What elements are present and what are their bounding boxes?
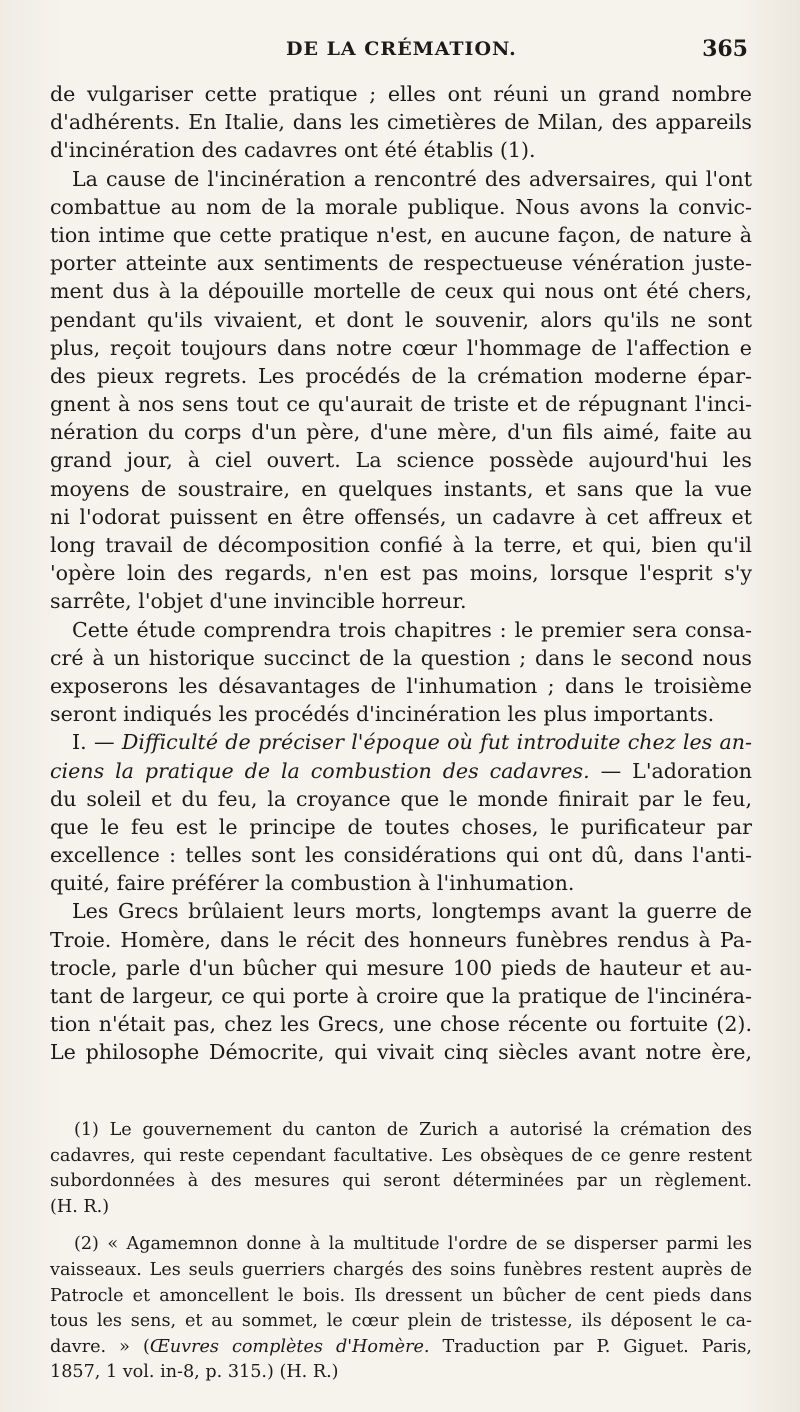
text-line: seront indiqués les procédés d'incinération les plus importants. xyxy=(50,702,715,727)
text-line: porter atteinte aux sentiments de respectueuse vénération juste- xyxy=(50,251,752,276)
main-text xyxy=(50,80,752,1067)
page-number: 365 xyxy=(702,36,748,62)
footnote-line: 1857, 1 vol. in-8, p. 315.) (H. R.) xyxy=(50,1362,339,1383)
text-line: moyens de soustraire, en quelques instants, et sans que la vue xyxy=(50,476,752,501)
footnote-line: tous les sens, et au sommet, le cœur plein de tristesse, ils déposent le ca- xyxy=(50,1311,752,1332)
text-line: Le philosophe Démocrite, qui vivait cinq siècles avant notre ère, xyxy=(50,1040,752,1065)
footnotes xyxy=(50,1118,752,1386)
footnote-line: cadavres, qui reste cependant facultative. Les obsèques de ce genre restent xyxy=(50,1145,752,1166)
text-line: que le feu est le principe de toutes choses, le purificateur par xyxy=(50,814,752,839)
text-line: trocle, parle d'un bûcher qui mesure 100 pieds de hauteur et au- xyxy=(50,955,752,980)
footnote-text: Traduction par P. Giguet. Paris, xyxy=(429,1336,752,1357)
text-line: nération du corps d'un père, d'une mère, d'un fils aimé, faite au xyxy=(50,420,752,445)
footnote-line: vaisseaux. Les seuls guerriers chargés des soins funèbres restent auprès de xyxy=(50,1259,752,1280)
text-line: grand jour, à ciel ouvert. La science possède aujourd'hui les xyxy=(50,448,752,473)
text-line: long travail de décomposition confié à la terre, et qui, bien qu'il xyxy=(50,533,752,557)
text-line: 'opère loin des regards, n'en est pas moins, lorsque l'esprit s'y xyxy=(50,561,752,586)
section-heading-line xyxy=(50,757,752,785)
footnote-line: subordonnées à des mesures qui seront déterminées par un règlement. xyxy=(50,1171,752,1192)
text-line: excellence : telles sont les considérations qui ont dû, dans l'anti- xyxy=(50,843,752,868)
text-line: Les Grecs brûlaient leurs morts, longtemps avant la guerre de xyxy=(72,899,752,924)
text-line: tion intime que cette pratique n'est, en aucune façon, de nature à xyxy=(50,222,752,247)
text-line: combattue au nom de la morale publique. Nous avons la convic- xyxy=(50,194,752,219)
section-title: Difficulté de préciser l'époque où fut introduite chez les an- xyxy=(121,730,753,755)
section-text-start: — L'adoration xyxy=(600,758,753,783)
footnote-book-title: Œuvres complètes d'Homère. xyxy=(149,1336,430,1357)
text-line: gnent à nos sens tout ce qu'aurait de triste et de répugnant l'inci- xyxy=(50,392,752,417)
footnote-line: (1) Le gouvernement du canton de Zurich a autorisé la crémation des xyxy=(74,1120,752,1140)
text-line: exposerons les désavantages de l'inhumation ; dans le troisième xyxy=(50,673,752,698)
footnote-line: (H. R.) xyxy=(50,1196,110,1217)
text-line: tant de largeur, ce qui porte à croire que la pratique de l'incinéra- xyxy=(50,984,752,1008)
text-line: cré à un historique succinct de la question ; dans le second nous xyxy=(50,645,752,670)
text-line: Cette étude comprendra trois chapitres : le premier sera consa- xyxy=(72,617,752,642)
text-line: Troie. Homère, dans le récit des honneurs funèbres rendus à Pa- xyxy=(50,927,752,952)
text-line: ni l'odorat puissent en être offensés, un cadavre à cet affreux et xyxy=(50,504,752,529)
text-line: tion n'était pas, chez les Grecs, une chose récente ou fortuite (2). xyxy=(50,1012,752,1037)
text-line: ment dus à la dépouille mortelle de ceux qui nous ont été chers, xyxy=(50,279,752,304)
text-line: d'adhérents. En Italie, dans les cimetières de Milan, des appareils xyxy=(50,110,752,135)
text-line: quité, faire préférer la combustion à l'inhumation. xyxy=(50,871,575,896)
text-line: sarrête, l'objet d'une invincible horreur. xyxy=(50,589,467,614)
running-head: DE LA CRÉMATION. xyxy=(286,38,517,60)
text-line: des pieux regrets. Les procédés de la crémation moderne épar- xyxy=(50,363,752,388)
text-line: La cause de l'incinération a rencontré des adversaires, qui l'ont xyxy=(72,166,752,191)
text-line: plus, reçoit toujours dans notre cœur l'hommage de l'affection e xyxy=(50,335,752,360)
section-number: I. — xyxy=(72,730,115,755)
text-line: de vulgariser cette pratique ; elles ont réuni un grand nombre xyxy=(50,82,752,106)
footnote-text: davre. » ( xyxy=(50,1336,150,1357)
footnote-line xyxy=(50,1335,752,1361)
footnote-line: (2) « Agamemnon donne à la multitude l'ordre de se disperser parmi les xyxy=(74,1234,752,1255)
text-line: du soleil et du feu, la croyance que le monde finirait par le feu, xyxy=(50,786,752,811)
text-line: pendant qu'ils vivaient, et dont le souvenir, alors qu'ils ne sont xyxy=(50,307,752,332)
section-heading-line xyxy=(50,728,752,756)
section-title-cont: ciens la pratique de la combustion des cadavres. xyxy=(50,758,590,783)
text-line: d'incinération des cadavres ont été établis (1). xyxy=(50,138,536,163)
page-header xyxy=(50,38,750,68)
footnote-line: Patrocle et amoncellent le bois. Ils dressent un bûcher de cent pieds dans xyxy=(50,1285,752,1306)
